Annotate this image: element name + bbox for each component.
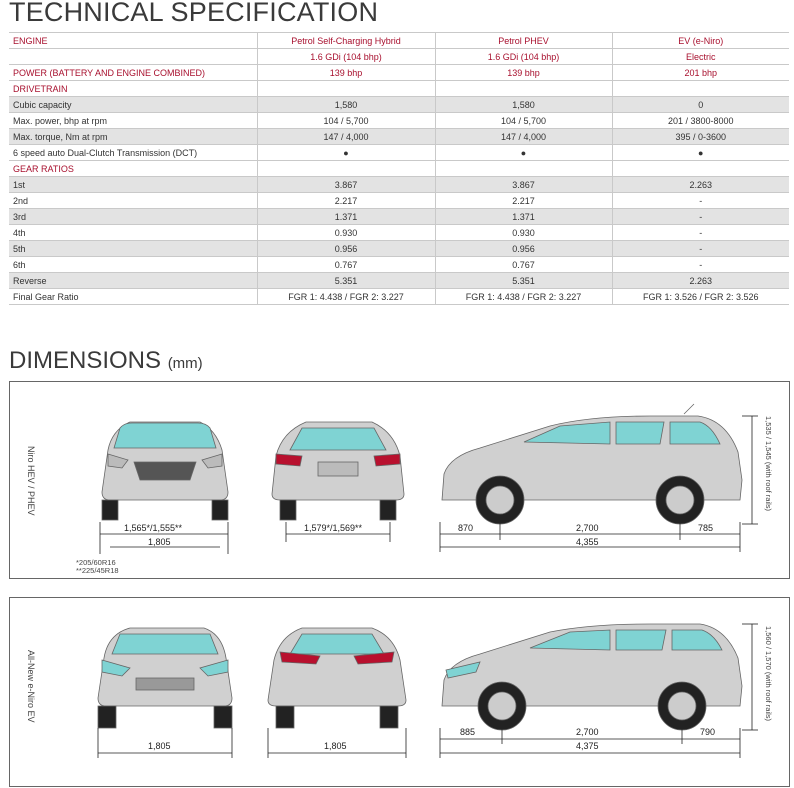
cell: - <box>612 241 789 257</box>
cell: 1,580 <box>435 97 612 113</box>
rear-track-dim: 1,579*/1,569** <box>304 523 363 533</box>
dimensions-unit: (mm) <box>167 355 203 372</box>
dimensions-title <box>9 347 203 375</box>
cell: FGR 1: 4.438 / FGR 2: 3.227 <box>257 289 435 305</box>
table-row <box>9 177 789 193</box>
page-title: TECHNICAL SPECIFICATION <box>9 0 379 27</box>
gear-label: GEAR RATIOS <box>9 161 257 177</box>
drivetrain-section-row <box>9 81 789 97</box>
front-track-dim: 1,565*/1,555** <box>124 523 183 533</box>
cell: 0.930 <box>257 225 435 241</box>
cell: 104 / 5,700 <box>435 113 612 129</box>
cell: 5.351 <box>435 273 612 289</box>
rear-width-dim: 1,805 <box>324 741 347 751</box>
cell: 201 / 3800-8000 <box>612 113 789 129</box>
col-header-hybrid: Petrol Self-Charging Hybrid <box>257 33 435 49</box>
cell: - <box>612 209 789 225</box>
spec-table <box>9 32 789 305</box>
cell: 2.217 <box>435 193 612 209</box>
power-value: 201 bhp <box>612 65 789 81</box>
cell: FGR 1: 3.526 / FGR 2: 3.526 <box>612 289 789 305</box>
length-dim: 4,375 <box>576 741 599 751</box>
cell: 1.371 <box>435 209 612 225</box>
length-dim: 4,355 <box>576 537 599 547</box>
car-side-view <box>442 404 742 524</box>
car-front-view <box>102 422 228 520</box>
cell: 0.956 <box>435 241 612 257</box>
height-dim: 1,560 / 1,570 (with roof rails) <box>764 626 773 722</box>
row-label: 4th <box>9 225 257 241</box>
panel-label: Niro HEV / PHEV <box>26 446 36 516</box>
cell: 1,580 <box>257 97 435 113</box>
row-label: Cubic capacity <box>9 97 257 113</box>
rear-overhang-dim: 790 <box>700 727 716 737</box>
row-label: Max. torque, Nm at rpm <box>9 129 257 145</box>
table-row <box>9 97 789 113</box>
table-row <box>9 225 789 241</box>
car-rear-view <box>268 628 406 728</box>
cell: - <box>612 193 789 209</box>
cell: - <box>612 225 789 241</box>
engine-sub-row <box>9 49 789 65</box>
power-row <box>9 65 789 81</box>
gear-section-row <box>9 161 789 177</box>
wheelbase-dim: 2,700 <box>576 523 599 533</box>
table-row <box>9 209 789 225</box>
table-row <box>9 129 789 145</box>
cell: 2.263 <box>612 273 789 289</box>
cell: 0.930 <box>435 225 612 241</box>
rear-overhang-dim: 785 <box>698 523 714 533</box>
cell: 0 <box>612 97 789 113</box>
cell: - <box>612 257 789 273</box>
dot-bullet-icon: ● <box>435 145 612 161</box>
engine-header-row <box>9 33 789 49</box>
row-label: 6th <box>9 257 257 273</box>
dimensions-panel-ev <box>9 597 790 787</box>
table-row <box>9 289 789 305</box>
front-width-dim: 1,805 <box>148 741 171 751</box>
dimensions-heading: DIMENSIONS <box>9 347 162 374</box>
row-label: Reverse <box>9 273 257 289</box>
row-label: 2nd <box>9 193 257 209</box>
table-row <box>9 241 789 257</box>
cell: 1.371 <box>257 209 435 225</box>
car-drawings-hev <box>10 382 789 578</box>
wheelbase-dim: 2,700 <box>576 727 599 737</box>
car-side-view <box>442 624 742 730</box>
car-rear-view <box>272 422 404 520</box>
table-row <box>9 257 789 273</box>
cell: 0.956 <box>257 241 435 257</box>
cell: 147 / 4,000 <box>257 129 435 145</box>
row-label: Final Gear Ratio <box>9 289 257 305</box>
subheader-ev: Electric <box>612 49 789 65</box>
height-dim: 1,535 / 1,545 (with roof rails) <box>764 416 773 512</box>
panel-label: All-New e-Niro EV <box>26 650 36 723</box>
dimensions-panel-hev <box>9 381 790 579</box>
cell: 147 / 4,000 <box>435 129 612 145</box>
power-value: 139 bhp <box>435 65 612 81</box>
row-label: 1st <box>9 177 257 193</box>
front-width-dim: 1,805 <box>148 537 171 547</box>
col-header-phev: Petrol PHEV <box>435 33 612 49</box>
cell: 3.867 <box>257 177 435 193</box>
row-label: 3rd <box>9 209 257 225</box>
cell: 3.867 <box>435 177 612 193</box>
power-value: 139 bhp <box>257 65 435 81</box>
front-overhang-dim: 870 <box>458 523 474 533</box>
front-overhang-dim: 885 <box>460 727 476 737</box>
car-front-view <box>98 628 232 728</box>
power-label: POWER (BATTERY AND ENGINE COMBINED) <box>9 65 257 81</box>
cell: 0.767 <box>257 257 435 273</box>
dot-bullet-icon: ● <box>257 145 435 161</box>
cell: 0.767 <box>435 257 612 273</box>
cell: 104 / 5,700 <box>257 113 435 129</box>
cell: 2.263 <box>612 177 789 193</box>
engine-label: ENGINE <box>9 33 257 49</box>
table-row <box>9 145 789 161</box>
tyre-note-1: *205/60R16 <box>76 558 116 567</box>
tyre-note-2: **225/45R18 <box>76 566 119 575</box>
cell: 2.217 <box>257 193 435 209</box>
table-row <box>9 113 789 129</box>
dot-bullet-icon: ● <box>612 145 789 161</box>
subheader-hybrid: 1.6 GDi (104 bhp) <box>257 49 435 65</box>
table-row <box>9 193 789 209</box>
cell: FGR 1: 4.438 / FGR 2: 3.227 <box>435 289 612 305</box>
row-label: Max. power, bhp at rpm <box>9 113 257 129</box>
car-drawings-ev <box>10 598 789 786</box>
cell: 395 / 0-3600 <box>612 129 789 145</box>
drivetrain-label: DRIVETRAIN <box>9 81 257 97</box>
table-row <box>9 273 789 289</box>
row-label: 6 speed auto Dual-Clutch Transmission (DCT) <box>9 145 257 161</box>
col-header-ev: EV (e-Niro) <box>612 33 789 49</box>
cell: 5.351 <box>257 273 435 289</box>
subheader-phev: 1.6 GDi (104 bhp) <box>435 49 612 65</box>
row-label: 5th <box>9 241 257 257</box>
